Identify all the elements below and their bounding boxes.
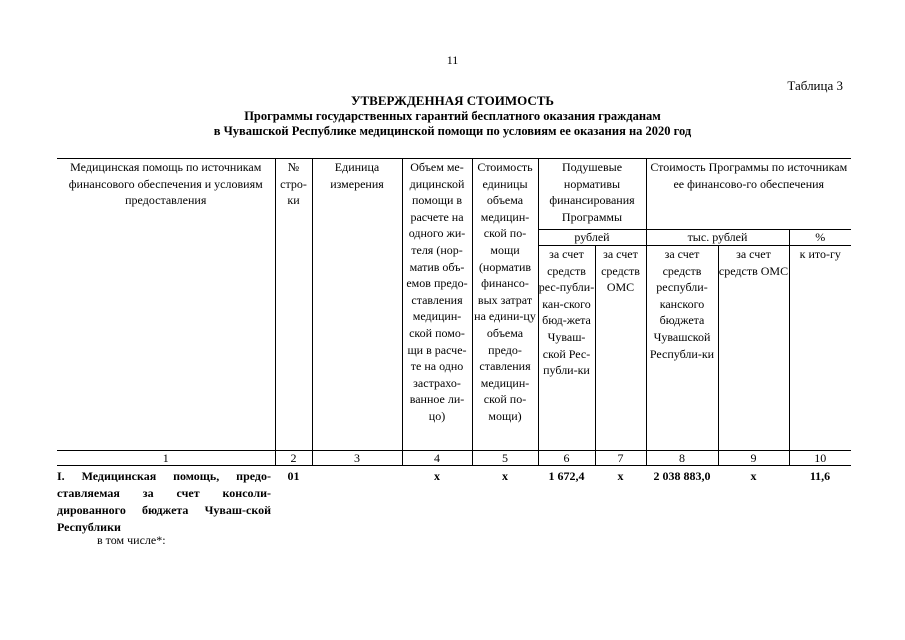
column-number: 1 (57, 451, 275, 466)
header-rubles: рублей (538, 230, 646, 246)
header-col1: Медицинская помощь по источникам финансового обеспечения и условиям предоставления (57, 159, 275, 451)
row-unit (312, 466, 402, 537)
header-col5: Стоимость единицы объема медицин-ской по-мощи (норматив финансо-вых затрат на едини-цу объема предо-ставления медицин-ской по-мощи) (472, 159, 538, 451)
column-number: 8 (646, 451, 718, 466)
header-col6: за счет средств рес-публи-кан-ского бюд-жета Чуваш-ской Рес-публи-ки (538, 246, 595, 451)
column-number: 6 (538, 451, 595, 466)
row-percent: 11,6 (809, 469, 831, 483)
header-col9: за счет средств ОМС (718, 246, 789, 451)
table-label: Таблица 3 (787, 78, 843, 93)
row-per-capita-republic: 1 672,4 (548, 469, 585, 483)
title-block (0, 93, 905, 139)
column-number: 2 (275, 451, 312, 466)
column-number: 7 (595, 451, 646, 466)
column-number: 3 (312, 451, 402, 466)
page-number: 11 (446, 53, 459, 67)
row-name: I. Медицинская помощь, предо-ставляемая за счет консоли-дированного бюджета Чуваш-ской Республики (57, 469, 271, 534)
header-col2: № стро-ки (275, 159, 312, 451)
cost-table (57, 158, 851, 536)
header-percent: % (789, 230, 851, 246)
header-col7: за счет средств ОМС (595, 246, 646, 451)
header-col4: Объем ме-дицинской помощи в расчете на одного жи-теля (нор-матив объ-емов предо-ставления медицин-ской помо-щи в расче-те на одно застрахо-ванное ли-цо) (402, 159, 472, 451)
column-number: 9 (718, 451, 789, 466)
column-number: 5 (472, 451, 538, 466)
column-number: 10 (789, 451, 851, 466)
header-col3: Единица измерения (312, 159, 402, 451)
row-unit-cost: x (502, 469, 508, 483)
header-col8: за счет средств республи-канского бюджета Чувашской Республи-ки (646, 246, 718, 451)
including-note: в том числе*: (97, 533, 166, 547)
row-per-capita-oms: x (617, 469, 624, 483)
title-sub-2: в Чувашской Республике медицинской помощи по условиям ее оказания на 2020 год (213, 124, 692, 138)
row-volume: x (434, 469, 440, 483)
header-per-capita: Подушевые нормативы финансирования Программы (538, 159, 646, 230)
row-cost-oms: x (750, 469, 757, 483)
column-number: 4 (402, 451, 472, 466)
column-number-row (57, 451, 851, 466)
title-sub-1: Программы государственных гарантий бесплатного оказания гражданам (244, 109, 661, 123)
row-line-number: 01 (287, 469, 300, 483)
header-program-cost: Стоимость Программы по источникам ее финансово-го обеспечения (646, 159, 851, 230)
header-thousand-rubles: тыс. рублей (646, 230, 789, 246)
table-row (57, 466, 851, 537)
row-cost-republic: 2 038 883,0 (653, 469, 711, 483)
header-col10: к ито-гу (789, 246, 851, 451)
title-main: УТВЕРЖДЕННАЯ СТОИМОСТЬ (350, 93, 555, 108)
